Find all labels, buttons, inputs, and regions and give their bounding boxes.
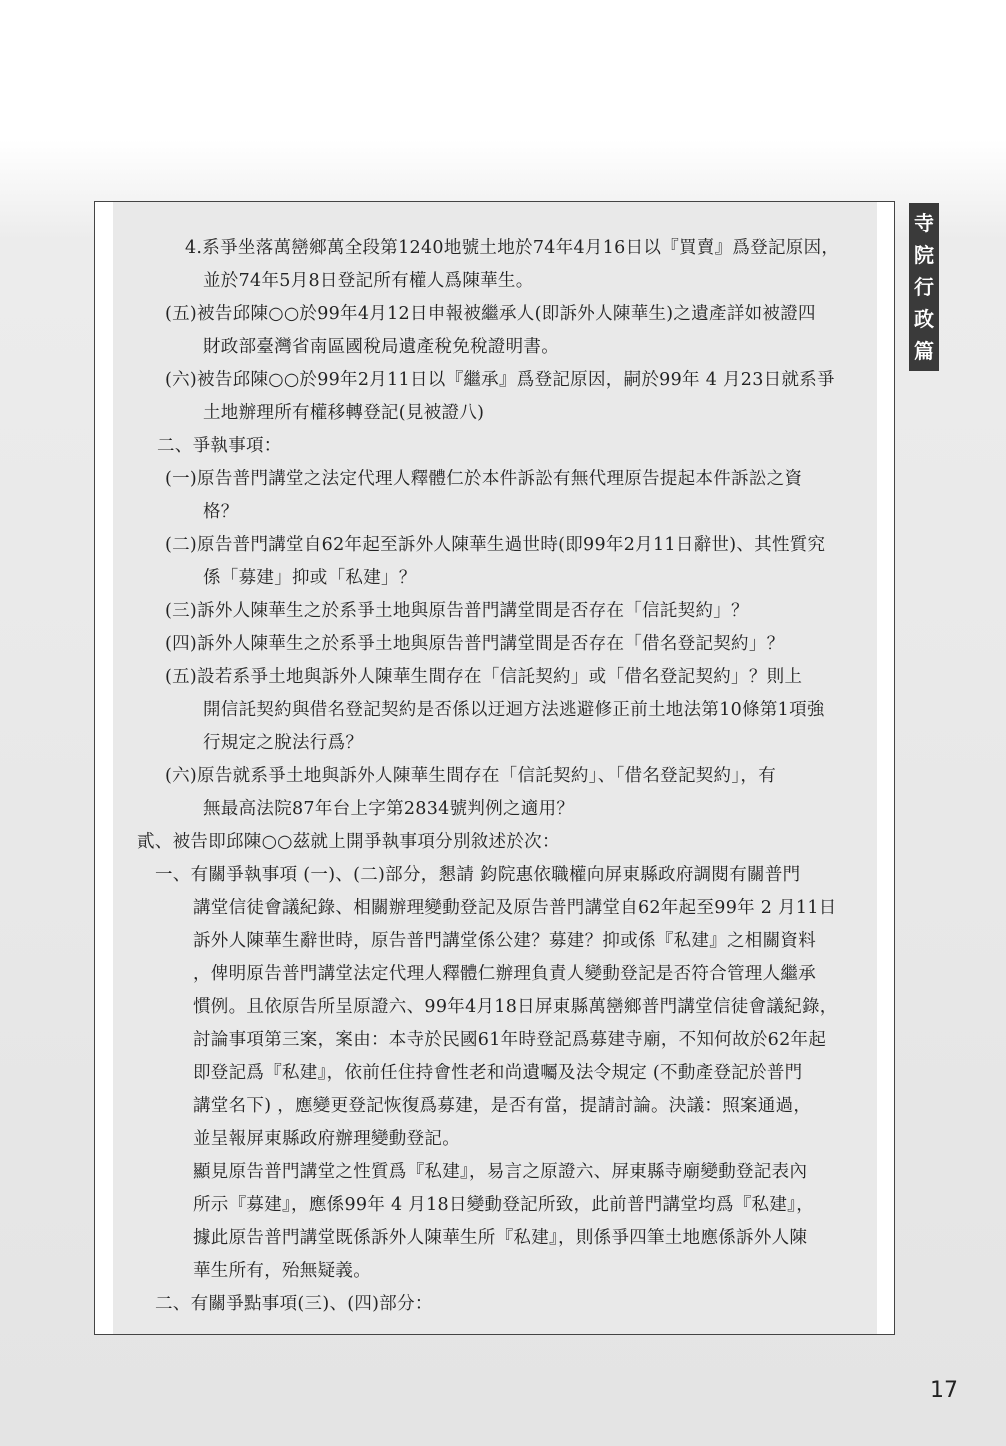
page-number: 17: [930, 1378, 958, 1403]
text-line: 慣例。且依原告所呈原證六、99年4月18日屏東縣萬巒鄉普門講堂信徒會議紀錄，: [193, 997, 838, 1017]
document-body: [95, 202, 896, 1336]
section-tab-char: 寺: [914, 211, 934, 235]
text-line: ，俾明原告普門講堂法定代理人釋體仁辦理負責人變動登記是否符合管理人繼承: [193, 964, 816, 984]
text-line: (二)原告普門講堂自62年起至訴外人陳華生過世時(即99年2月11日辭世)、其性質究: [165, 535, 826, 555]
text-line: 據此原告普門講堂既係訴外人陳華生所『私建』，則係爭四筆土地應係訴外人陳: [193, 1228, 808, 1248]
text-line: (六)原告就系爭土地與訴外人陳華生間存在「信託契約」、「借名登記契約」，有: [165, 766, 777, 786]
text-line: 格？: [203, 502, 239, 522]
section-tab: [909, 203, 939, 371]
text-line: 並呈報屏東縣政府辦理變動登記。: [193, 1129, 460, 1149]
text-line: 顯見原告普門講堂之性質爲『私建』，易言之原證六、屏東縣寺廟變動登記表內: [193, 1162, 808, 1182]
text-line: 二、爭執事項：: [157, 436, 282, 456]
text-line: 開信託契約與借名登記契約是否係以迂迴方法逃避修正前土地法第10條第1項強: [203, 700, 825, 720]
text-line: 二、有關爭點事項(三)、(四)部分：: [155, 1294, 433, 1314]
text-line: 講堂名下) ，應變更登記恢復爲募建，是否有當，提請討論。決議：照案通過，: [193, 1096, 812, 1116]
text-line: 訴外人陳華生辭世時，原告普門講堂係公建？募建？抑或係『私建』之相關資料: [193, 931, 816, 951]
text-line: 所示『募建』，應係99年 4 月18日變動登記所致，此前普門講堂均爲『私建』，: [193, 1195, 814, 1215]
text-line: 華生所有，殆無疑義。: [193, 1261, 371, 1281]
text-line: 貳、被告即邱陳○○茲就上開爭執事項分別敘述於次：: [137, 832, 560, 852]
text-line: 4.系爭坐落萬巒鄉萬全段第1240地號土地於74年4月16日以『買賣』爲登記原因，: [185, 238, 840, 258]
text-line: (五)被告邱陳○○於99年4月12日申報被繼承人(即訴外人陳華生)之遺產詳如被證四: [165, 304, 816, 324]
section-tab-char: 院: [914, 243, 934, 267]
document-frame: [94, 201, 895, 1335]
text-line: 無最高法院87年台上字第2834號判例之適用？: [203, 799, 575, 819]
text-line: (三)訴外人陳華生之於系爭土地與原告普門講堂間是否存在「信託契約」？: [165, 601, 749, 621]
text-line: 即登記爲『私建』，依前任住持會性老和尚遺囑及法令規定 (不動產登記於普門: [193, 1063, 803, 1083]
text-line: 行規定之脫法行爲？: [203, 733, 364, 753]
section-tab-char: 政: [914, 307, 934, 331]
text-line: 講堂信徒會議紀錄、相關辦理變動登記及原告普門講堂自62年起至99年 2 月11日: [193, 898, 837, 918]
text-line: 並於74年5月8日登記所有權人爲陳華生。: [203, 271, 534, 291]
section-tab-char: 篇: [914, 339, 934, 363]
text-line: 財政部臺灣省南區國稅局遺產稅免稅證明書。: [203, 337, 559, 357]
text-line: (六)被告邱陳○○於99年2月11日以『繼承』爲登記原因，嗣於99年 4 月23日就系爭: [165, 370, 835, 390]
text-line: (一)原告普門講堂之法定代理人釋體仁於本件訴訟有無代理原告提起本件訴訟之資: [165, 469, 803, 489]
text-line: 係「募建」抑或「私建」？: [203, 568, 417, 588]
text-line: 討論事項第三案，案由：本寺於民國61年時登記爲募建寺廟，不知何故於62年起: [193, 1030, 827, 1050]
text-line: (四)訴外人陳華生之於系爭土地與原告普門講堂間是否存在「借名登記契約」？: [165, 634, 785, 654]
text-line: 土地辦理所有權移轉登記(見被證八): [203, 403, 485, 423]
section-tab-char: 行: [914, 275, 934, 299]
text-line: (五)設若系爭土地與訴外人陳華生間存在「信託契約」或「借名登記契約」？則上: [165, 667, 803, 687]
text-line: 一、有關爭執事項 (一)、(二)部分，懇請 鈞院惠依職權向屏東縣政府調閱有關普門: [155, 865, 801, 885]
